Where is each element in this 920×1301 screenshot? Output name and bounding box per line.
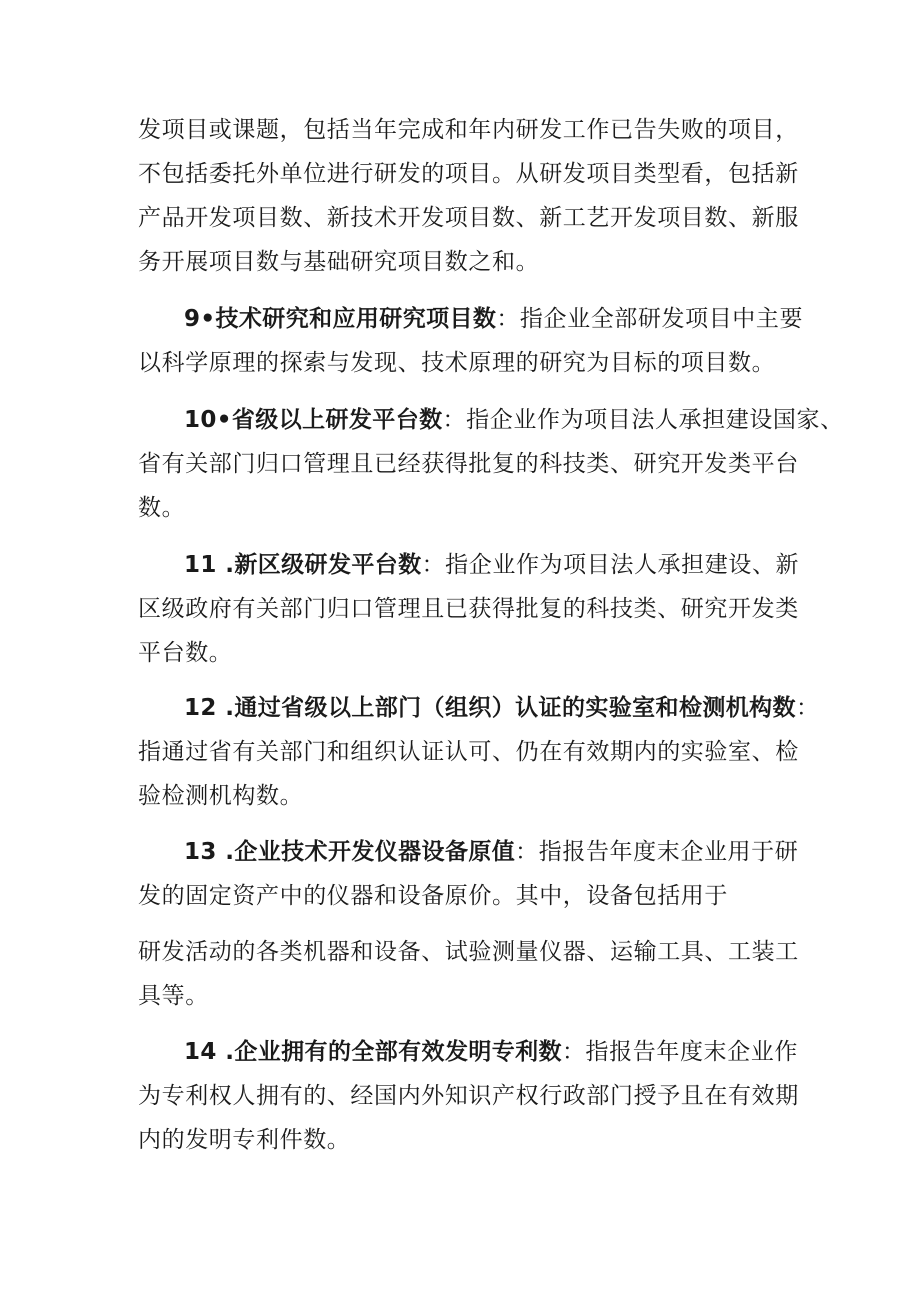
text-line-first [138,543,808,587]
text-line: 以科学原理的探索与发现、技术原理的研究为目标的项目数。 [138,350,776,376]
paragraph-item-13 [138,830,808,1018]
definition-text: ：指报告年度末企业作 [561,1039,798,1065]
text-line: 省有关部门归口管理且已经获得批复的科技类、研究开发类平台 [138,451,799,477]
text-line: 研发活动的各类机器和设备、试验测量仪器、运输工具、工装工 [138,939,799,965]
text-line: 产品开发项目数、新技术开发项目数、新工艺开发项目数、新服 [138,205,799,231]
text-line: 验检测机构数。 [138,783,304,809]
term-heading: 9•技术研究和应用研究项目数 [184,306,497,332]
text-line-first [138,398,844,442]
text-line-first [138,830,808,874]
definition-text: ：指企业作为项目法人承担建设、新 [421,552,800,578]
paragraph-item-14 [138,1030,808,1162]
paragraph-item-9 [138,297,808,385]
text-line: 具等。 [138,983,209,1009]
definition-text: ：指企业全部研发项目中主要 [496,306,804,332]
definition-text: ：指报告年度末企业用于研 [515,839,799,865]
text-line: 发项目或课题，包括当年完成和年内研发工作已告失败的项目， [138,117,799,143]
text-line: 为专利权人拥有的、经国内外知识产权行政部门授予且在有效期 [138,1083,799,1109]
text-line: 不包括委托外单位进行研发的项目。从研发项目类型看，包括新 [138,161,799,187]
term-heading: 10•省级以上研发平台数 [184,407,443,433]
paragraph-item-10 [138,398,844,530]
text-line: 发的固定资产中的仪器和设备原价。其中，设备包括用于 [138,883,728,909]
term-heading: 13 .企业技术开发仪器设备原值 [184,839,516,865]
text-line: 内的发明专利件数。 [138,1127,351,1153]
text-line: 数。 [138,495,186,521]
text-line: 平台数。 [138,640,233,666]
text-line: 区级政府有关部门归口管理且已获得批复的科技类、研究开发类 [138,596,799,622]
text-line-first [138,1030,808,1074]
term-heading: 14 .企业拥有的全部有效发明专利数 [184,1039,562,1065]
definition-text: ： [795,695,820,721]
paragraph-item-11 [138,543,808,675]
text-line: 指通过省有关部门和组织认证认可、仍在有效期内的实验室、检 [138,739,799,765]
text-line-first [138,686,820,730]
paragraph-continuation [138,108,808,284]
text-line-first [138,297,808,341]
term-heading: 11 .新区级研发平台数 [184,552,422,578]
term-heading: 12 .通过省级以上部门（组织）认证的实验室和检测机构数 [184,695,796,721]
paragraph-item-12 [138,686,820,818]
text-line: 务开展项目数与基础研究项目数之和。 [138,249,540,275]
definition-text: ：指企业作为项目法人承担建设国家、 [442,407,844,433]
